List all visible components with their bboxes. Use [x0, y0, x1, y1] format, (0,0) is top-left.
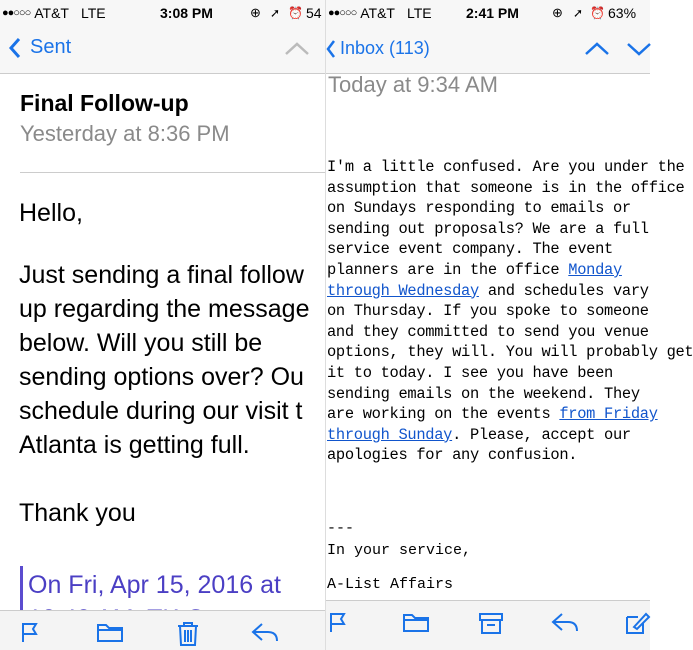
flag-icon[interactable] [328, 611, 348, 633]
network-type: LTE [80, 5, 106, 21]
email-header [20, 90, 230, 147]
body-text: on Thursday. If you spoke to someone [327, 302, 649, 321]
clock: 2:41 PM [466, 5, 519, 21]
body-line [327, 281, 651, 302]
date-link[interactable]: through Sunday [327, 425, 453, 444]
body-line [327, 322, 651, 343]
body-text: I'm a little confused. Are you under the [327, 158, 685, 176]
carrier-name: AT&T [34, 5, 69, 21]
folder-icon[interactable] [96, 621, 124, 643]
body-line [327, 198, 651, 219]
body-line [327, 425, 651, 446]
body-line [327, 342, 693, 363]
date-link[interactable]: Monday [568, 260, 622, 279]
battery-percent: 54 [306, 5, 322, 21]
email-body [19, 196, 339, 530]
body-text: . Please, accept our [452, 425, 631, 444]
compose-icon[interactable] [624, 611, 650, 635]
greeting: Hello, [19, 199, 83, 227]
flag-icon[interactable] [20, 621, 40, 643]
back-label: Inbox (113) [340, 38, 430, 58]
back-button[interactable] [326, 38, 430, 59]
archive-icon[interactable] [478, 611, 504, 635]
body-line [327, 260, 651, 281]
chevron-up-icon[interactable] [584, 40, 610, 58]
body-text: planners are in the office [327, 260, 569, 279]
bottom-toolbar [0, 610, 325, 650]
folder-icon[interactable] [402, 611, 430, 633]
reply-email-screenshot [325, 0, 693, 650]
bottom-toolbar [326, 600, 650, 650]
body-line [327, 363, 651, 384]
body-line: Just sending a final follow [19, 261, 304, 289]
signature-company: A-List Affairs [327, 576, 454, 593]
header-divider [20, 172, 325, 173]
network-type: LTE [406, 5, 432, 21]
location-icon: ➚ [573, 6, 584, 20]
chevron-down-icon[interactable] [626, 40, 652, 58]
date-link[interactable]: through Wednesday [327, 281, 479, 300]
back-label: Sent [30, 36, 72, 58]
body-text: sending out proposals? We are a full [327, 219, 649, 238]
email-body [327, 157, 693, 466]
chevron-up-icon[interactable] [284, 40, 310, 58]
trash-icon[interactable] [176, 621, 200, 647]
body-line [327, 178, 685, 199]
date-link[interactable]: from Friday [559, 405, 658, 424]
body-text: it to today. I see you have been [327, 363, 613, 382]
back-button[interactable] [8, 36, 71, 59]
alarm-icon: ⏰ [288, 6, 303, 20]
email-date: Yesterday at 8:36 PM [20, 121, 230, 146]
status-bar [326, 0, 650, 26]
body-line: schedule during our visit t [19, 397, 303, 425]
clock: 3:08 PM [160, 5, 213, 21]
signoff: Thank you [19, 499, 136, 527]
body-line: sending options over? Ou [19, 363, 304, 391]
body-line [327, 219, 651, 240]
reply-icon[interactable] [550, 611, 580, 633]
body-text: on Sundays responding to emails or [327, 199, 631, 218]
signature-dash: --- [327, 520, 355, 537]
location-icon: ➚ [270, 6, 281, 20]
chevron-left-icon [8, 37, 22, 59]
nav-bar [326, 26, 650, 74]
body-line [327, 239, 651, 260]
email-date: Today at 9:34 AM [328, 72, 498, 97]
status-bar [0, 0, 325, 26]
body-line: below. Will you still be [19, 329, 263, 357]
alarm-icon: ⏰ [590, 6, 605, 20]
email-subject: Final Follow-up [20, 90, 189, 116]
nav-bar [0, 26, 325, 74]
body-line [327, 404, 658, 425]
quote-line: On Fri, Apr 15, 2016 at [28, 571, 281, 599]
reply-icon[interactable] [250, 621, 280, 643]
body-line [327, 445, 651, 466]
sent-email-screenshot [0, 0, 325, 650]
signature-line: In your service, [327, 542, 472, 559]
rotation-lock-icon: ⊕ [250, 5, 261, 20]
body-line: up regarding the message [19, 295, 310, 323]
body-line [327, 301, 651, 322]
body-text: apologies for any confusion. [327, 446, 578, 465]
signature [327, 518, 471, 596]
signal-strength: ●●○○○ [328, 7, 357, 19]
body-line [327, 157, 685, 178]
body-line: Atlanta is getting full. [19, 431, 250, 459]
body-text: assumption that someone is in the office [327, 178, 685, 197]
quote-bar [20, 566, 23, 616]
body-line [327, 384, 651, 405]
body-text: are working on the events [327, 405, 560, 424]
body-text: and schedules vary [478, 281, 649, 300]
body-text: options, they will. You will probably get [327, 343, 693, 362]
battery-percent: 63% [608, 5, 637, 21]
rotation-lock-icon: ⊕ [552, 5, 563, 20]
signal-strength: ●●○○○ [2, 7, 31, 19]
body-text: and they committed to send you venue [327, 322, 649, 341]
body-text: sending emails on the weekend. They [327, 384, 640, 403]
chevron-left-icon [326, 39, 336, 59]
body-text: service event company. The event [327, 240, 613, 259]
carrier-name: AT&T [360, 5, 395, 21]
